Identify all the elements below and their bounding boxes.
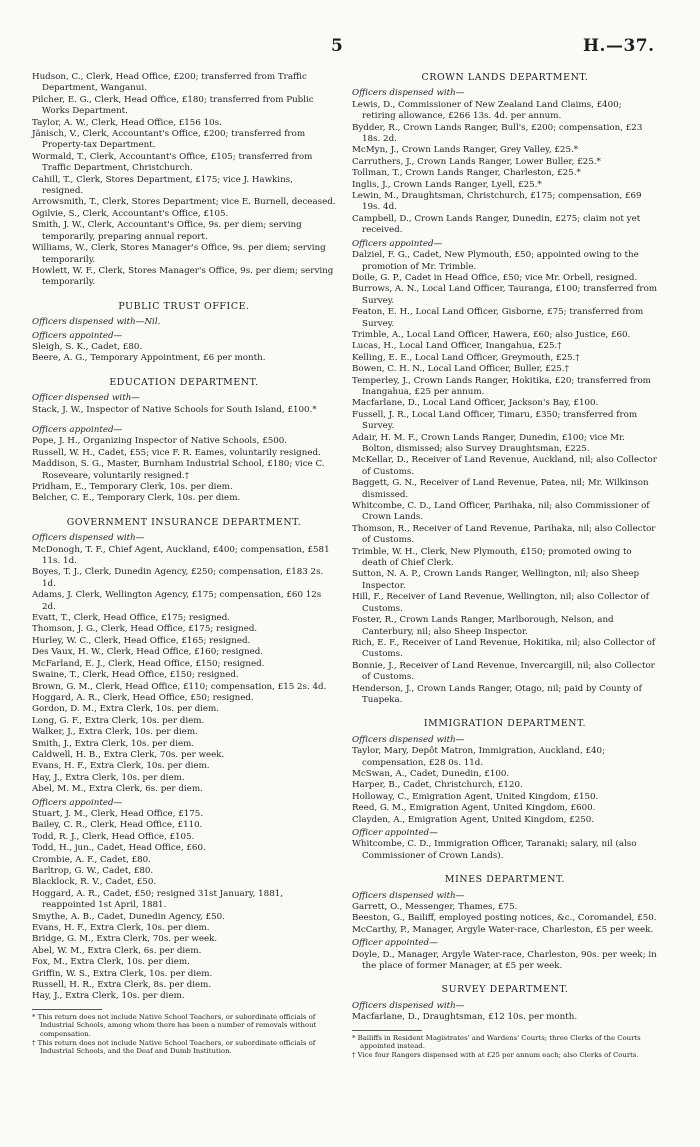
insurance-dispensed-label: Officers dispensed with— [32,533,145,544]
intro-entries [32,72,336,289]
list-entry: Smith, J., Extra Clerk, 10s. per diem. [32,738,195,749]
list-entry: Pope, J. H., Organizing Inspector of Native Schools, £500. [32,436,288,447]
crown-lands-dispensed-list [352,100,658,237]
list-entry: Featon, E. H., Local Land Officer, Gisborne, £75; transferred from Survey. [352,307,644,329]
education-appointed-list [32,436,336,504]
list-entry: Beeston, G., Bailiff, employed posting notices, &c., Coromandel, £50. [352,913,657,924]
list-entry: Whitcombe, C. D., Immigration Officer, Taranaki; salary, nil (also Commissioner of Crown Lands). [352,839,637,861]
list-entry: Abel, M. M., Extra Clerk, 6s. per diem. [32,784,203,795]
right-footnotes [352,1034,658,1060]
list-entry: Thomson, R., Receiver of Land Revenue, Parihaka, nil; also Collector of Customs. [352,523,656,546]
list-entry: Bonnie, J., Receiver of Land Revenue, Invercargill, nil; also Collector of Customs. [352,660,655,683]
footnote: † This return does not include Native School Teachers, or subordinate officials of Industrial Schools, and the Deaf and Dumb Institution. [32,1038,316,1056]
list-entry: Arrowsmith, T., Clerk, Stores Department; vice E. Burnell, deceased. [32,197,336,208]
list-entry: Des Vaux, H. W., Clerk, Head Office, £160; resigned. [32,647,264,658]
mines-heading: MINES DEPARTMENT. [444,874,566,886]
mines-appointed-list [352,950,658,973]
list-entry: Lewin, M., Draughtsman, Christchurch, £175; compensation, £69 19s. 4d. [352,191,642,213]
list-entry: Todd, H., jun., Cadet, Head Office, £60. [32,843,206,854]
list-entry: Sutton, N. A. P., Crown Lands Ranger, Wellington, nil; also Sheep Inspector. [352,569,640,591]
list-entry: Inglis, J., Crown Lands Ranger, Lyell, £25.* [352,179,542,190]
list-entry: Reed, G. M., Emigration Agent, United Kingdom, £600. [352,803,596,814]
list-entry: Temperley, J., Crown Lands Ranger, Hokitika, £20; transferred from Inangahua, £25 per annum. [352,375,651,397]
list-entry: Caldwell, H. B., Extra Clerk, 70s. per week. [32,749,225,760]
list-entry: Smythe, A. B., Cadet, Dunedin Agency, £50. [32,911,225,922]
list-entry: Brown, G. M., Clerk, Head Office, £110; compensation, £15 2s. 4d. [32,681,327,692]
footnote: † Vice four Rangers dispensed with at £25 per annum each; also Clerks of Courts. [352,1050,639,1059]
list-entry: Long, G. F., Extra Clerk, 10s. per diem. [32,715,205,726]
mines-appointed-label: Officer appointed— [352,938,438,949]
right-column [352,72,658,1059]
list-entry: Bowen, C. H. N., Local Land Officer, Buller, £25.† [352,364,569,375]
survey-dispensed-label: Officers dispensed with— [352,1000,465,1011]
footnote-rule [352,1030,422,1031]
footnote-rule [32,1009,102,1010]
list-entry: Hurley, W. C., Clerk, Head Office, £165; resigned. [32,635,251,646]
list-entry: Russell, H. R., Extra Clerk, 8s. per diem. [32,980,212,991]
list-entry: Russell, W. H., Cadet, £55; vice F. R. Eames, voluntarily resigned. [32,447,321,458]
page-number: 5 [331,36,343,56]
insurance-heading: GOVERNMENT INSURANCE DEPARTMENT. [66,516,302,528]
list-entry: Harper, B., Cadet, Christchurch, £120. [352,780,523,791]
list-entry: Taylor, Mary, Depôt Matron, Immigration, Auckland, £40; compensation, £28 0s. 11d. [352,746,605,768]
list-entry: McFarland, E. J., Clerk, Head Office, £150; resigned. [32,658,265,669]
list-entry: Campbell, D., Crown Lands Ranger, Dunedin, £275; claim not yet received. [352,213,641,236]
list-entry: Trimble, W. H., Clerk, New Plymouth, £150; promoted owing to death of Chief Clerk. [352,546,632,569]
list-entry: Lucas, H., Local Land Officer, Inangahua, £25.† [352,341,562,352]
list-entry: Gordon, D. M., Extra Clerk, 10s. per diem. [32,704,220,715]
list-entry: Hoggard, A. R., Clerk, Head Office, £50; resigned. [32,692,254,703]
list-entry: Barltrop, G. W., Cadet, £80. [32,866,154,876]
education-heading: EDUCATION DEPARTMENT. [109,376,259,388]
list-entry: Pridham, E., Temporary Clerk, 10s. per diem. [32,482,233,492]
list-entry: Hill, F., Receiver of Land Revenue, Wellington, nil; also Collector of Customs. [352,592,649,614]
list-entry: Fox, M., Extra Clerk, 10s. per diem. [32,957,190,968]
list-entry: Maddison, S. G., Master, Burnham Industrial School, £180; vice C. Roseveare, voluntarily resigned.† [32,459,325,481]
list-entry: Evatt, T., Clerk, Head Office, £175; resigned. [32,613,231,624]
list-entry: Sleigh, S. K., Cadet, £80. [32,341,143,352]
crown-lands-appointed-label: Officers appointed— [352,238,443,249]
immigration-appointed-list [352,839,658,862]
list-entry: Belcher, C. E., Temporary Clerk, 10s. per diem. [32,493,241,504]
list-entry: Smith, J. W., Clerk, Accountant's Office, 9s. per diem; serving temporarily, preparing annual report. [32,220,302,242]
list-entry: Blacklock, R. V., Cadet, £50. [32,877,157,888]
list-entry: Bridge, G. M., Extra Clerk, 70s. per week. [32,934,218,945]
list-entry: Hoggard, A. R., Cadet, £50; resigned 31st January, 1881, reappointed 1st April, 1881. [32,888,284,911]
education-appointed-label: Officers appointed— [32,424,123,435]
list-entry: Stack, J. W., Inspector of Native Schools for South Island, £100.* [32,404,317,415]
list-entry: Garrett, O., Messenger, Thames, £75. [352,902,518,913]
list-entry: Trimble, A., Local Land Officer, Hawera, £60; also Justice, £60. [352,329,631,340]
list-entry: Jänisch, V., Clerk, Accountant's Office, £200; transferred from Property-tax Department. [32,129,306,151]
list-entry: Griffin, W. S., Extra Clerk, 10s. per diem. [32,968,213,979]
crown-lands-dispensed-label: Officers dispensed with— [352,88,465,99]
crown-lands-heading: CROWN LANDS DEPARTMENT. [421,72,589,83]
list-entry: Baggett, G. N., Receiver of Land Revenue, Patea, nil; Mr. Wilkinson dismissed. [352,478,649,500]
list-entry: Rich, E. F., Receiver of Land Revenue, Hokitika, nil; also Collector of Customs. [352,637,656,660]
public-trust-heading: PUBLIC TRUST OFFICE. [118,300,250,312]
list-entry: Bailey, C. R., Clerk, Head Office, £110. [32,820,203,831]
immigration-dispensed-list [352,746,658,826]
education-dispensed-label: Officer dispensed with— [32,393,140,404]
list-entry: Pilcher, E. G., Clerk, Head Office, £180; transferred from Public Works Department. [32,94,314,117]
crown-lands-appointed-list [352,250,658,706]
insurance-dispensed-list [32,545,336,796]
public-trust-dispensed: Officers dispensed with—Nil. [32,317,161,328]
list-entry: Clayden, A., Emigration Agent, United Kingdom, £250. [352,814,595,825]
education-dispensed-list [32,405,336,416]
list-entry: Fussell, J. R., Local Land Officer, Timaru, £350; transferred from Survey. [352,409,638,432]
list-entry: Crombie, A. F., Cadet, £80. [32,854,151,865]
list-entry: Ogilvie, S., Clerk, Accountant's Office, £105. [32,208,229,219]
list-entry: Evans, H. F., Extra Clerk, 10s. per diem. [32,761,210,772]
immigration-appointed-label: Officer appointed— [352,828,438,838]
list-entry: McSwan, A., Cadet, Dunedin, £100. [352,768,510,779]
list-entry: McDonogh, T. F., Chief Agent, Auckland, £400; compensation, £581 11s. 1d. [32,544,330,567]
list-entry: Henderson, J., Crown Lands Ranger, Otago, nil; paid by County of Tuapeka. [352,683,642,705]
list-entry: Burrows, A. N., Local Land Officer, Tauranga, £100; transferred from Survey. [352,284,658,306]
list-entry: Bydder, R., Crown Lands Ranger, Bull's, £200; compensation, £23 18s. 2d. [352,122,643,145]
list-entry: Beere, A. G., Temporary Appointment, £6 per month. [32,353,266,364]
list-entry: Lewis, D., Commissioner of New Zealand Land Claims, £400; retiring allowance, £266 13s. 4d. per annum. [352,99,622,122]
list-entry: Taylor, A. W., Clerk, Head Office, £156 10s. [32,117,222,128]
footnote: * Bailiffs in Resident Magistrates' and Wardens' Courts; three Clerks of the Courts appointed instead. [352,1033,641,1051]
footnote: * This return does not include Native School Teachers, or subordinate officials of Industrial Schools, among whom there has been a number of removals without compensation. [32,1012,317,1039]
immigration-heading: IMMIGRATION DEPARTMENT. [423,718,587,730]
list-entry: Adair, H. M. F., Crown Lands Ranger, Dunedin, £100; vice Mr. Bolton, dismissed; also Survey Draughtsman, £225. [352,432,625,454]
list-entry: Doile, G. P., Cadet in Head Office, £50; vice Mr. Orbell, resigned. [352,272,638,283]
list-entry: Swaine, T., Clerk, Head Office, £150; resigned. [32,670,239,681]
list-entry: Boyes, T. J., Clerk, Dunedin Agency, £250; compensation, £183 2s. 1d. [32,567,324,589]
public-trust-appointed-list [32,342,336,365]
insurance-appointed-label: Officers appointed— [32,797,123,808]
list-entry: Foster, R., Crown Lands Ranger, Marlborough, Nelson, and Canterbury, nil; also Sheep Inspector. [352,615,614,637]
list-entry: Hay, J., Extra Clerk, 10s. per diem. [32,991,185,1002]
list-entry: Kelling, E. E., Local Land Officer, Greymouth, £25.† [352,352,580,363]
list-entry: Doyle, D., Manager, Argyle Water-race, Charleston, 90s. per week; in the place of former Manager, at £5 per week. [352,949,657,972]
list-entry: Dalziel, F. G., Cadet, New Plymouth, £50; appointed owing to the promotion of Mr. Trimble. [352,250,639,272]
insurance-appointed-list [32,809,336,1003]
list-entry: Hay, J., Extra Clerk, 10s. per diem. [32,772,185,783]
public-trust-appointed-label: Officers appointed— [32,330,123,341]
list-entry: McKellar, D., Receiver of Land Revenue, Auckland, nil; also Collector of Customs. [352,455,657,477]
list-entry: Whitcombe, C. D., Land Officer, Parihaka, nil; also Commissioner of Crown Lands. [352,501,650,523]
list-entry: Adams, J. Clerk, Wellington Agency, £175; compensation, £60 12s 2d. [32,590,322,612]
list-entry: McMyn, J., Crown Lands Ranger, Grey Valley, £25.* [352,145,579,156]
list-entry: Tollman, T., Crown Lands Ranger, Charleston, £25.* [352,168,581,179]
immigration-dispensed-label: Officers dispensed with— [352,734,465,745]
list-entry: Stuart, J. M., Clerk, Head Office, £175. [32,808,204,819]
survey-heading: SURVEY DEPARTMENT. [441,984,569,996]
list-entry: Holloway, C., Emigration Agent, United Kingdom, £150. [352,791,599,802]
list-entry: Todd, R. J., Clerk, Head Office, £105. [32,831,195,842]
list-entry: Evans, H. F., Extra Clerk, 10s. per diem. [32,923,210,934]
left-column [32,72,336,1056]
list-entry: Wormald, T., Clerk, Accountant's Office, £105; transferred from Traffic Department, Christchurch. [32,151,313,174]
list-entry: McCarthy, P., Manager, Argyle Water-race, Charleston, £5 per week. [352,924,654,935]
list-entry: Macfarlane, D., Draughtsman, £12 10s. per month. [352,1012,578,1023]
list-entry: Cahill, T., Clerk, Stores Department, £175; vice J. Hawkins, resigned. [32,174,293,197]
mines-dispensed-list [352,902,658,936]
list-entry: Carruthers, J., Crown Lands Ranger, Lower Buller, £25.* [352,156,601,167]
list-entry: Howlett, W. F., Clerk, Stores Manager's Office, 9s. per diem; serving temporarily. [32,265,334,288]
survey-dispensed-list [352,1012,658,1023]
list-entry: Williams, W., Clerk, Stores Manager's Office, 9s. per diem; serving temporarily. [32,243,326,265]
list-entry: Hudson, C., Clerk, Head Office, £200; transferred from Traffic Department, Wanganui. [32,72,307,94]
list-entry: Abel, W. M., Extra Clerk, 6s. per diem. [32,945,202,956]
mines-dispensed-label: Officers dispensed with— [352,890,465,901]
list-entry: Macfarlane, D., Local Land Officer, Jackson's Bay, £100. [352,398,599,409]
list-entry: Thomson, J. G., Clerk, Head Office, £175; resigned. [32,624,258,635]
left-footnotes [32,1013,336,1056]
list-entry: Walker, J., Extra Clerk, 10s. per diem. [32,727,198,738]
document-reference: H.—37. [583,36,655,56]
